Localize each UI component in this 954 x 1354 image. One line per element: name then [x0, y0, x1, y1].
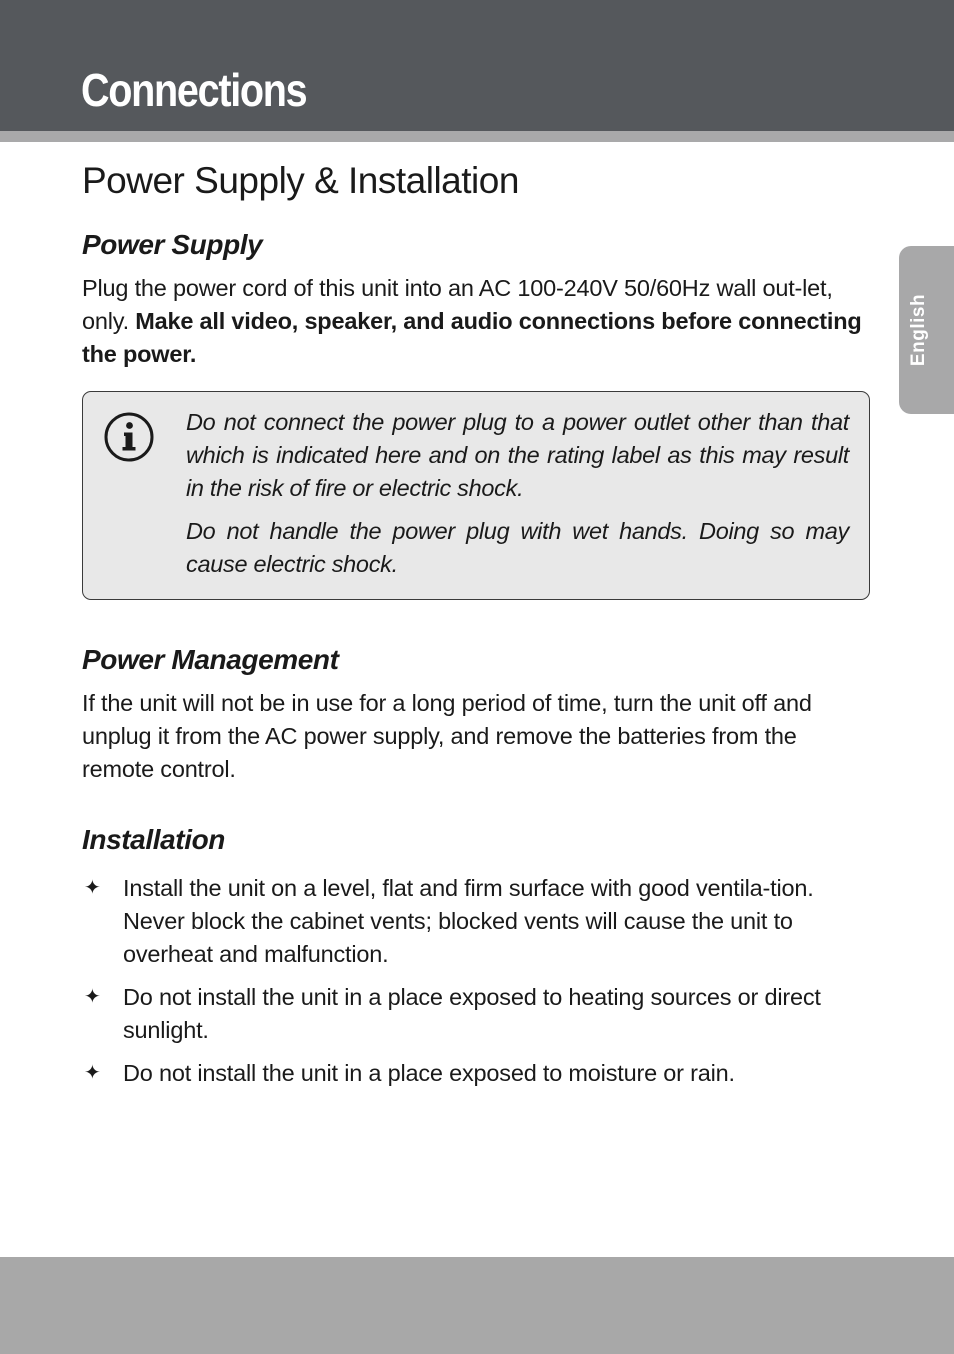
list-item: [82, 1057, 872, 1090]
section-title: Power Supply & Installation: [82, 160, 519, 201]
installation-heading: Installation: [82, 824, 225, 855]
list-item-text: Do not install the unit in a place exposed to moisture or rain.: [123, 1060, 735, 1086]
power-supply-paragraph: [82, 272, 872, 371]
power-management-heading: Power Management: [82, 644, 339, 675]
language-tab-label: English: [908, 293, 929, 367]
installation-list: [82, 872, 872, 1090]
page-content: [82, 155, 872, 1100]
four-point-star-icon: ✦: [84, 1062, 101, 1084]
chapter-title: Connections: [81, 64, 307, 116]
list-item-text: Install the unit on a level, flat and firm surface with good ventila-tion. Never block the cabinet vents; blocked vents will cause the unit to overheat and malfunction.: [123, 875, 814, 967]
power-supply-heading: Power Supply: [82, 229, 263, 260]
four-point-star-icon: ✦: [84, 986, 101, 1008]
power-supply-text: Plug the power cord of this unit into an AC 100-240V 50/60Hz wall out-let, only.: [82, 275, 833, 334]
power-supply-warning-bold: Make all video, speaker, and audio connections before connecting the power.: [82, 308, 862, 367]
note-box: [82, 391, 870, 600]
power-management-paragraph: If the unit will not be in use for a long period of time, turn the unit off and unplug it from the AC power supply, and remove the batteries from the remote control.: [82, 690, 812, 782]
footer-band: [0, 1257, 954, 1354]
header-divider-stripe: [0, 131, 954, 142]
note-paragraph: Do not connect the power plug to a power outlet other than that which is indicated here and on the rating label as this may result in the risk of fire or electric shock.: [186, 409, 849, 501]
info-icon: [103, 411, 155, 463]
list-item-text: Do not install the unit in a place exposed to heating sources or direct sunlight.: [123, 984, 821, 1043]
list-item: [82, 872, 872, 971]
note-paragraph: Do not handle the power plug with wet hands. Doing so may cause electric shock.: [186, 518, 849, 577]
four-point-star-icon: ✦: [84, 877, 101, 899]
list-item: [82, 981, 872, 1047]
